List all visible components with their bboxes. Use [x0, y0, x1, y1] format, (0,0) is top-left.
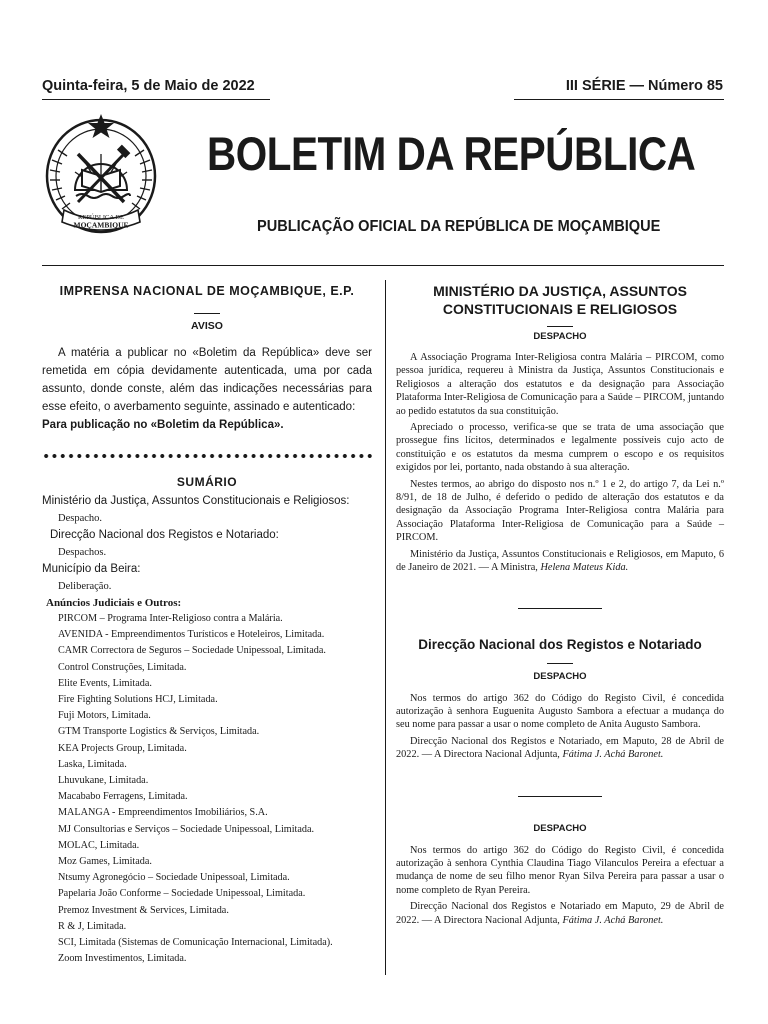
dotted-separator	[42, 452, 372, 460]
imprensa-heading: IMPRENSA NACIONAL DE MOÇAMBIQUE, E.P.	[59, 284, 355, 298]
emblem-text-line1: REPÚBLICA DE	[77, 214, 125, 221]
anuncio-entry: Elite Events, Limitada.	[58, 677, 152, 689]
anuncio-entry: Premoz Investment & Services, Limitada.	[58, 904, 229, 916]
anuncio-entry: CAMR Correctora de Seguros – Sociedade Unipessoal, Limitada.	[58, 645, 326, 657]
despacho-heading: DESPACHO	[533, 331, 587, 342]
despacho3-closing	[396, 900, 724, 927]
despacho2-signature: Fátima J. Achá Baronet.	[562, 749, 664, 761]
anuncio-entry: MJ Consultorias e Serviços – Sociedade Unipessoal, Limitada.	[58, 823, 315, 835]
sumario-entry-sub: Despachos.	[58, 547, 107, 558]
dnrn-heading: Direcção Nacional dos Registos e Notariado	[418, 636, 702, 652]
issue-date: Quinta-feira, 5 de Maio de 2022	[42, 78, 255, 94]
anuncio-entry: Control Construções, Limitada.	[58, 661, 187, 673]
anuncio-entry: PIRCOM – Programa Inter-Religioso contra a Malária.	[58, 613, 283, 624]
sumario-entry-heading: Ministério da Justiça, Assuntos Constitucionais e Religiosos:	[42, 495, 350, 507]
anuncio-entry: Lhuvukane, Limitada.	[58, 775, 149, 787]
sumario-entry-heading: Direcção Nacional dos Registos e Notariado:	[50, 529, 279, 541]
ministerio-heading-line1: MINISTÉRIO DA JUSTIÇA, ASSUNTOS	[433, 283, 687, 299]
issue-series-number: III SÉRIE — Número 85	[565, 78, 723, 94]
series-underline	[514, 99, 724, 100]
short-divider	[194, 313, 220, 314]
despacho2-closing	[396, 735, 724, 762]
anuncio-entry: R & J, Limitada.	[58, 920, 127, 932]
section-separator	[518, 796, 602, 797]
sumario-entry-heading: Município da Beira:	[42, 563, 141, 575]
despacho-heading: DESPACHO	[533, 670, 587, 682]
aviso-text: A matéria a publicar no «Boletim da República» deve ser remetida em cópia devidamente autenticada, uma por cada assunto, donde conste, além das indicações necessárias para esse efeito, o averbamento seguinte, assinado e autenticado:	[42, 347, 372, 413]
section-separator	[518, 608, 602, 609]
despacho3-paragraph: Nos termos do artigo 362 do Código do Registo Civil, é concedida autorização à senhora Cynthia Claudina Tiago Vilanculos Pereira a efectuar a mudança de nome de seu filho menor Ryan Silva Pereira para passar a usar o nome completo de Ryan Pereira.	[396, 844, 724, 896]
anuncio-entry: KEA Projects Group, Limitada.	[58, 742, 187, 754]
anuncio-entry: Moz Games, Limitada.	[58, 856, 152, 868]
aviso-heading: AVISO	[191, 320, 223, 332]
anuncio-entry: MOLAC, Limitada.	[58, 839, 140, 851]
anuncio-entry: Fuji Motors, Limitada.	[58, 710, 151, 722]
despacho3-closing-text: Direcção Nacional dos Registos e Notariado em Maputo, 29 de Abril de 2022. — A Directora Nacional Adjunta,	[396, 901, 724, 926]
despacho1-paragraph: Nestes termos, ao abrigo do disposto nos n.º 1 e 2, do artigo 7, da Lei n.º 8/91, de 18 de Julho, é deferido o pedido de alteração dos estatutos e da designação da Associação Programa Inter-Religiosa contra Malária para Associação Plataforma Inter-Religiosa de Comunicação para a Saúde – PIRCOM.	[396, 478, 724, 544]
anuncios-heading: Anúncios Judiciais e Outros:	[46, 597, 182, 609]
anuncio-entry: Ntsumy Agronegócio – Sociedade Unipessoal, Limitada.	[58, 872, 290, 884]
short-divider	[547, 663, 573, 664]
aviso-bold-note: Para publicação no «Boletim da República».	[42, 419, 284, 431]
anuncio-entry: MALANGA - Empreendimentos Imobiliários, S.A.	[58, 807, 268, 819]
anuncio-entry: Zoom Investimentos, Limitada.	[58, 953, 187, 965]
sumario-entry-sub: Deliberação.	[58, 581, 112, 592]
publication-subtitle: PUBLICAÇÃO OFICIAL DA REPÚBLICA DE MOÇAMBIQUE	[257, 218, 661, 235]
despacho1-signature: Helena Mateus Kida.	[540, 562, 629, 574]
anuncio-entry: GTM Transporte Logistics & Serviços, Limitada.	[58, 726, 260, 738]
anuncio-entry: Papelaria João Conforme – Sociedade Unipessoal, Limitada.	[58, 888, 306, 900]
despacho3-signature: Fátima J. Achá Baronet.	[562, 914, 664, 926]
sumario-entry-sub: Despacho.	[58, 513, 103, 524]
despacho-heading: DESPACHO	[533, 822, 587, 834]
anuncio-entry: AVENIDA - Empreendimentos Turísticos e Hoteleiros, Limitada.	[58, 629, 325, 641]
despacho1-paragraph: A Associação Programa Inter-Religiosa contra Malária – PIRCOM, como pessoa jurídica, requereu à Ministra da Justiça, Assuntos Constitucionais e Religiosos a alteração dos estatutos e da designação para Associação Plataforma Inter-Religiosa de Comunicação para a Saúde – PIRCOM, juntando ao pedido estatutos da sua constituição.	[396, 352, 724, 417]
left-column	[42, 282, 372, 967]
despacho1-closing-text: Ministério da Justiça, Assuntos Constitucionais e Religiosos, em Maputo, 6 de Janeiro de 2021. — A Ministra,	[396, 548, 724, 574]
anuncio-entry: Macababo Ferragens, Limitada.	[58, 791, 188, 803]
header-rule	[42, 265, 724, 266]
anuncio-entry: Laska, Limitada.	[58, 758, 127, 770]
ministerio-heading-line2: CONSTITUCIONAIS E RELIGIOSOS	[442, 301, 678, 317]
sumario-heading: SUMÁRIO	[176, 475, 238, 489]
despacho2-paragraph: Nos termos do artigo 362 do Código do Registo Civil, é concedida autorização à senhora Euguenita Augusto Sambora a efectuar a mudança do seu nome para passar a usar o nome completo de Anita Augusto Sambora.	[396, 692, 724, 731]
despacho2-closing-text: Direcção Nacional dos Registos e Notariado, em Maputo, 28 de Abril de 2022. — A Directora Nacional Adjunta,	[396, 735, 724, 761]
despacho1-paragraph: Apreciado o processo, verifica-se que se trata de uma associação que prossegue fins lícitos, determinados e legalmente possíveis cujo acto de constituição e os estatutos da mesma cumprem o escopo e os requisitos exigidos por lei, portanto, nada obstando à sua alteração.	[396, 422, 724, 474]
despacho1-closing	[396, 548, 724, 575]
anuncio-entry: SCI, Limitada (Sistemas de Comunicação Internacional, Limitada).	[58, 937, 333, 949]
column-divider	[385, 280, 386, 975]
publication-title: BOLETIM DA REPÚBLICA	[207, 127, 696, 180]
emblem-text-line2: MOÇAMBIQUE	[73, 220, 129, 230]
anuncio-entry: Fire Fighting Solutions HCJ, Limitada.	[58, 694, 218, 706]
date-underline	[42, 99, 270, 100]
coat-of-arms-emblem	[42, 110, 160, 238]
short-divider	[547, 326, 573, 327]
right-column	[396, 282, 724, 927]
